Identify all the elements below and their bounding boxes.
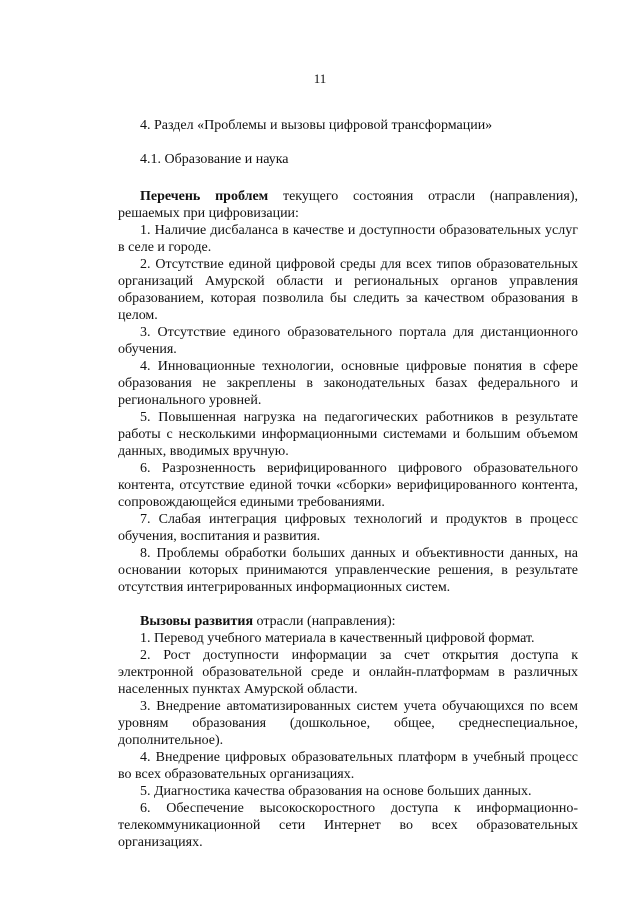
problems-lead: [118, 188, 578, 222]
problem-item: 7. Слабая интеграция цифровых технологий и продуктов в процесс обучения, воспитания и развития.: [118, 512, 578, 544]
problem-item: 1. Наличие дисбаланса в качестве и доступности образовательных услуг в селе и городе.: [118, 223, 578, 255]
subsection-title: 4.1. Образование и наука: [140, 152, 289, 167]
section-gap: [118, 596, 578, 613]
problem-item: 8. Проблемы обработки больших данных и объективности данных, на основании которых принимаются управленческие решения, в результате отсутствия интегрированных информационных систем.: [118, 546, 578, 595]
section-title: 4. Раздел «Проблемы и вызовы цифровой трансформации»: [140, 118, 493, 133]
problem-item: 2. Отсутствие единой цифровой среды для всех типов образовательных организаций Амурской области и региональных органов управления образованием, которая позволила бы следить за качеством образования в целом.: [118, 257, 578, 323]
problems-lead-text: текущего состояния отрасли (направления), решаемых при цифровизации:: [118, 189, 578, 221]
challenges-lead-text: отрасли (направления):: [253, 614, 396, 629]
challenge-item: 5. Диагностика качества образования на основе больших данных.: [140, 784, 532, 799]
problems-lead-bold: Перечень проблем: [140, 189, 269, 204]
problem-item: 5. Повышенная нагрузка на педагогических работников в результате работы с несколькими информационными системами и большим объемом данных, вводимых вручную.: [118, 410, 578, 459]
page-number: 11: [313, 71, 327, 86]
problem-item: 4. Инновационные технологии, основные цифровые понятия в сфере образования не закреплены в законодательных базах федерального и регионального уровней.: [118, 359, 578, 408]
challenge-item: 1. Перевод учебного материала в качественный цифровой формат.: [140, 631, 535, 646]
problem-item: 3. Отсутствие единого образовательного портала для дистанционного обучения.: [118, 325, 578, 357]
challenge-item: 3. Внедрение автоматизированных систем учета обучающихся по всем уровням образования (дошкольное, общее, среднеспециальное, дополнительное).: [118, 699, 578, 748]
challenge-item: 4. Внедрение цифровых образовательных платформ в учебный процесс во всех образовательных организациях.: [118, 750, 578, 782]
problem-item: 6. Разрозненность верифицированного цифрового образовательного контента, отсутствие единой точки «сборки» верифицированного контента, сопровождающейся едиными требованиями.: [118, 461, 578, 510]
challenges-block: [118, 613, 578, 851]
challenges-lead-bold: Вызовы развития: [140, 614, 254, 629]
challenge-item: 2. Рост доступности информации за счет открытия доступа к электронной образовательной среде и онлайн-платформам в различных населенных пунктах Амурской области.: [118, 648, 578, 697]
challenges-lead: [118, 613, 578, 630]
page-content: [118, 117, 578, 851]
challenge-item: 6. Обеспечение высокоскоростного доступа к информационно-телекоммуникационной сети Интернет во всех образовательных организациях.: [118, 801, 578, 850]
problems-block: [118, 188, 578, 596]
